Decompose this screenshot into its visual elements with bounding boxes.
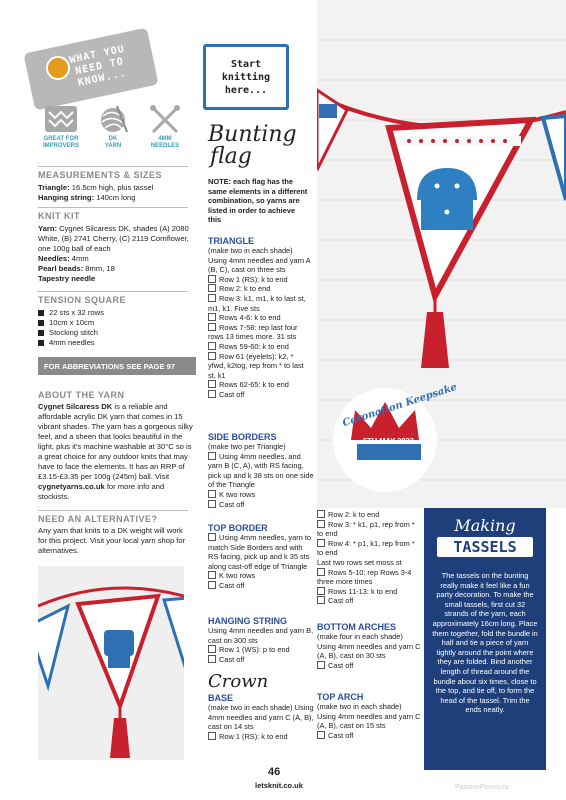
hanging-string-title: HANGING STRING (208, 616, 288, 626)
side-borders-intro: (make two per Triangle) (208, 442, 286, 451)
row-text: Rows 62-65: k to end (219, 380, 289, 390)
checkbox[interactable] (208, 655, 216, 663)
row-text: Cast off (328, 730, 354, 740)
row-text: Row 3: k1, m1, k to last st, m1, k1. Five sts (208, 293, 306, 313)
row-text: Row 1 (WS): p to end (219, 645, 290, 655)
row-text: K two rows (219, 571, 256, 581)
checkbox[interactable] (317, 731, 325, 739)
triangle-row (208, 352, 312, 381)
checkbox[interactable] (208, 284, 216, 292)
checkbox[interactable] (208, 323, 216, 331)
start-line-2: knitting (221, 71, 271, 83)
row-text: Using 4mm needles, and yarn B (C, A), with RS facing, pick up and k 38 sts on one side of the Triangle (208, 451, 314, 490)
about-text: is a reliable and affordable acrylic DK yarn that comes in 15 vibrant shades. The yarn has a gorgeous silky feel, and a sheen that looks beautiful in the light, plus it's machine washable at 30°C so is a great choice for any outdoor knits that may have to face the elements. It has an RRP of £3.15-£3.35 per 100g (245m) ball. Visit (38, 402, 193, 481)
base-intro: (make two in each shade) Using 4mm needles and yarn C (A, B), cast on 14 sts (208, 703, 314, 732)
about-lead: Cygnet Silcaress DK (38, 402, 113, 411)
tension-item: 10cm x 10cm (38, 318, 188, 328)
bottom-arches-intro: (make four in each shade) Using 4mm needles and yarn C (A, B), cast on 30 sts (317, 632, 421, 661)
side-borders-title: SIDE BORDERS (208, 432, 277, 442)
triangle-label: Triangle: (38, 183, 70, 192)
row-text: Row 3: * k1, p1, rep from * to end (317, 519, 415, 539)
beads-value: 8mm, 18 (85, 264, 115, 273)
tassels-title-1: Making (454, 516, 516, 535)
note-text: NOTE: each flag has the same elements in a different combination, so yarns are listed in order to achieve this (208, 177, 308, 225)
triangle-row (208, 275, 312, 285)
tension-item: Stocking stitch (38, 328, 188, 338)
about-yarn-title: ABOUT THE YARN (38, 390, 125, 400)
tag-text: WHAT YOU NEED TO KNOW... (68, 43, 128, 89)
about-tail: for more info and stockists. (38, 482, 165, 501)
checkbox[interactable] (208, 490, 216, 498)
crown-row (317, 539, 421, 558)
checkbox[interactable] (208, 294, 216, 302)
icon-label-3a: 4MM (158, 136, 172, 142)
checkbox[interactable] (208, 500, 216, 508)
triangle-row (208, 323, 312, 342)
top-arch-row (317, 731, 421, 741)
button-icon (46, 56, 70, 80)
row-text: Rows 59-60: k to end (219, 341, 289, 351)
checkbox[interactable] (208, 645, 216, 653)
yarn-label: Yarn: (38, 224, 57, 233)
row-text: Cast off (219, 654, 245, 664)
triangle-row (208, 284, 312, 294)
tapestry-needle: Tapestry needle (38, 274, 96, 283)
checkbox[interactable] (208, 380, 216, 388)
crown-continued (317, 510, 421, 606)
needles-label: Needles: (38, 254, 70, 263)
checkbox[interactable] (317, 587, 325, 595)
triangle-intro: (make two in each shade) Using 4mm needles and yarn A (B, C), cast on three sts (208, 246, 311, 275)
hanging-string-intro: Using 4mm needles and yarn B, cast on 300 sts (208, 626, 314, 645)
stitch-chart-icon (43, 104, 79, 134)
triangle-title: TRIANGLE (208, 236, 254, 246)
row-text: K two rows (219, 489, 256, 499)
hanging-label: Hanging string: (38, 193, 95, 202)
page-number: 46 (268, 766, 281, 778)
triangle-row (208, 390, 312, 400)
top-border-row (208, 533, 314, 571)
row-text: Using 4mm needles, yarn to match Side Borders and with RS facing, pick up and k 35 sts along cast-off edge of Triangle (208, 533, 312, 571)
base-section (208, 693, 314, 741)
checkbox[interactable] (208, 313, 216, 321)
triangle-row (208, 380, 312, 390)
yarn-ball-icon (95, 104, 131, 134)
bottom-arches-section (317, 622, 421, 670)
what-you-need-tag (23, 28, 158, 111)
side-borders-row (208, 500, 314, 510)
checkbox[interactable] (208, 275, 216, 283)
badge-date: 6TH MAY 2023 (363, 436, 414, 445)
top-border-row (208, 571, 314, 581)
icon-label-2a: DK (108, 136, 118, 142)
divider (38, 291, 188, 292)
triangle-row (208, 313, 312, 323)
hanging-string-row (208, 645, 314, 655)
tassels-title-2: TASSELS (437, 537, 533, 557)
icon-label-2b: YARN (104, 143, 122, 149)
start-knitting-label (206, 47, 286, 107)
crown-row (317, 568, 421, 587)
bottom-arches-row (317, 661, 421, 671)
hanging-string-row (208, 655, 314, 665)
checkbox[interactable] (208, 352, 216, 360)
bunting-title: Bunting (208, 122, 297, 147)
row-text: Row 61 (eyelets): k2, * yfwd, k2tog, rep from * to last st, k1 (208, 351, 304, 380)
tension-item: 22 sts x 32 rows (38, 308, 188, 318)
row-text: Rows 11-13: k to end (328, 586, 398, 596)
moss-note: Last two rows set moss st (317, 557, 402, 567)
side-borders-section (208, 432, 314, 509)
base-title: BASE (208, 693, 234, 703)
icon-label-3b: NEEDLES (150, 143, 180, 149)
divider (38, 510, 188, 511)
watermark: PassionForum.ru (455, 784, 509, 791)
tension-list (38, 308, 188, 348)
bunting-flag-photo-icon (317, 0, 566, 508)
knitting-needles-icon (147, 104, 183, 134)
start-line-1: Start (230, 58, 262, 70)
triangle-row (208, 342, 312, 352)
beads-label: Pearl beads: (38, 264, 84, 273)
checkbox[interactable] (208, 390, 216, 398)
row-text: Cast off (219, 389, 245, 399)
crown-row (317, 520, 421, 539)
icon-label-1a: GREAT FOR (43, 136, 79, 142)
side-borders-row (208, 490, 314, 500)
crown-title: Crown (208, 671, 269, 692)
knit-kit-title: KNIT KIT (38, 211, 80, 221)
divider (38, 207, 188, 208)
crown-row (317, 596, 421, 606)
crown-row (317, 587, 421, 597)
row-text: Row 2: k to end (328, 510, 380, 519)
triangle-section (208, 236, 312, 400)
top-arch-section (317, 692, 421, 740)
bottom-arches-title: BOTTOM ARCHES (317, 622, 397, 632)
row-text: Row 1 (RS): k to end (219, 274, 288, 284)
measurements-title: MEASUREMENTS & SIZES (38, 170, 163, 180)
start-line-3: here... (224, 84, 268, 96)
triangle-value: 16.5cm high, plus tassel (71, 183, 154, 192)
checkbox[interactable] (208, 571, 216, 579)
yarn-badge (90, 104, 136, 160)
icon-label-1b: IMPROVERS (42, 143, 79, 149)
alternative-body: Any yarn that knits to a DK weight will work for this project. Visit your local yarn shop for alternatives. (38, 526, 186, 555)
alternative-title: NEED AN ALTERNATIVE? (38, 514, 158, 524)
row-text: Rows 4-6: k to end (219, 313, 281, 323)
row-text: Rows 5-10: rep Rows 3-4 three more times (317, 567, 412, 587)
top-border-section (208, 523, 314, 591)
left-column (0, 0, 196, 800)
checkbox[interactable] (208, 342, 216, 350)
divider (38, 166, 188, 167)
crown-row (317, 510, 421, 520)
flag-title: flag (210, 144, 252, 169)
needles-badge (142, 104, 188, 160)
tassels-body: The tassels on the bunting really make it feel like a fun party decoration. To make the small tassels, first cut 32 strands of the yarn, each approximately 16cm long. Place them together, fold the bundle in half and tie a piece of yarn tightly around the point where they are folded. Bind another length of thread around the bundle about six times, close to the top, and tie off, to form the head of the tassel. Trim the ends neatly. (432, 571, 538, 715)
row-text: Cast off (219, 580, 245, 590)
knit-kit-body (38, 224, 192, 284)
checkbox[interactable] (208, 533, 216, 541)
checkbox[interactable] (208, 452, 216, 460)
top-border-row (208, 581, 314, 591)
checkbox[interactable] (317, 568, 325, 576)
top-border-title: TOP BORDER (208, 523, 268, 533)
top-arch-title: TOP ARCH (317, 692, 364, 702)
about-yarn-body (38, 402, 194, 502)
tension-title: TENSION SQUARE (38, 295, 127, 305)
checkbox[interactable] (317, 661, 325, 669)
hanging-value: 140cm long (96, 193, 136, 202)
row-text: Row 4: * p1, k1, rep from * to end (317, 538, 415, 558)
checkbox[interactable] (317, 596, 325, 604)
making-tassels-box (424, 508, 546, 770)
cygnet-link[interactable]: cygnetyarns.co.uk (38, 482, 105, 491)
bunting-photo-small (38, 566, 184, 760)
checkbox[interactable] (317, 510, 325, 518)
row-text: Rows 7-58: rep last four rows 13 times more. 31 sts (208, 322, 298, 342)
triangle-row (208, 294, 312, 313)
top-arch-intro: (make two in each shade) Using 4mm needles and yarn C (A, B), cast on 15 sts (317, 702, 421, 731)
tension-item: 4mm needles (38, 338, 188, 348)
checkbox[interactable] (208, 732, 216, 740)
improvers-badge (38, 104, 84, 160)
row-text: Row 1 (RS): k to end (219, 731, 288, 741)
base-row (208, 732, 314, 742)
badge-title: Coronation Keepsake (341, 381, 459, 430)
side-borders-row (208, 452, 314, 490)
needles-value: 4mm (71, 254, 89, 263)
checkbox[interactable] (317, 539, 325, 547)
skill-icons (38, 104, 188, 160)
bunting-photo-icon (38, 566, 184, 760)
checkbox[interactable] (208, 581, 216, 589)
row-text: Cast off (328, 596, 354, 606)
yarn-value: Cygnet Silcaress DK, shades (A) 2080 White, (B) 2741 Cherry, (C) 2119 Cornflower, one 100g ball of each (38, 224, 189, 253)
measurements-body (38, 183, 188, 203)
footer-url[interactable]: letsknit.co.uk (255, 781, 303, 790)
row-text: Cast off (328, 660, 354, 670)
hanging-string-section (208, 616, 314, 664)
row-text: Cast off (219, 499, 245, 509)
row-text: Row 2: k to end (219, 284, 271, 294)
checkbox[interactable] (317, 520, 325, 528)
abbreviations-bar: FOR ABBREVIATIONS SEE PAGE 97 (38, 357, 196, 375)
bunting-photo-large (317, 0, 566, 508)
